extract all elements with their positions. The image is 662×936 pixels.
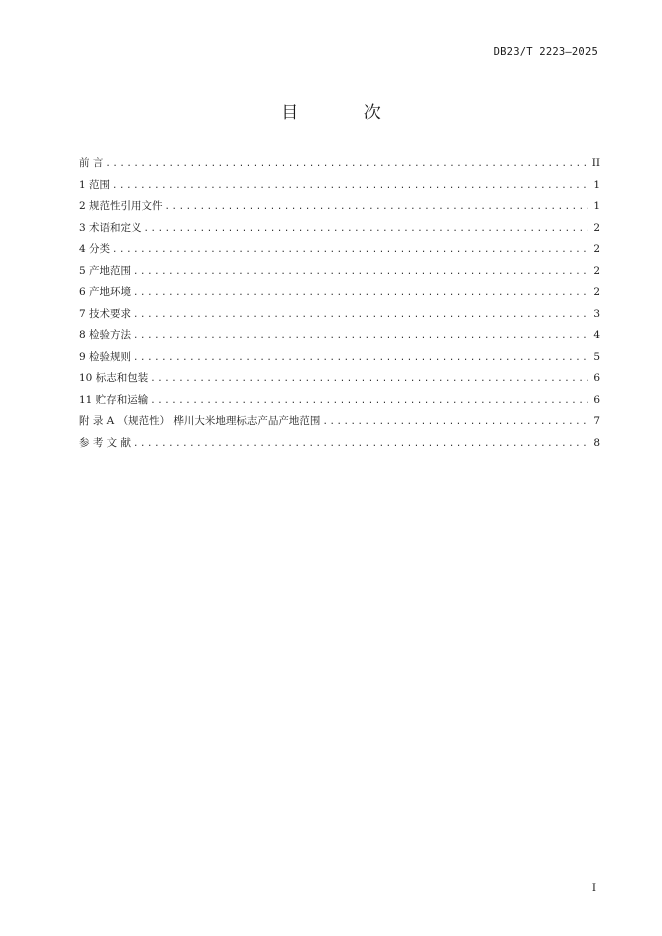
toc-dot-leader	[133, 326, 588, 348]
toc-entry-page: 6	[593, 393, 600, 406]
toc-entry-page: 1	[593, 178, 600, 191]
toc-entry-page: 4	[593, 329, 600, 341]
toc-entry-label: 5 产地范围	[79, 264, 132, 277]
toc-entry-label: 11 贮存和运输	[79, 393, 149, 406]
toc-dot-leader	[144, 219, 588, 241]
toc-dot-leader	[150, 369, 588, 391]
toc-entry-foreword[interactable]	[79, 153, 600, 175]
toc-dot-leader	[322, 412, 588, 434]
toc-entry-storage-transport[interactable]	[79, 390, 600, 412]
toc-entry-test-methods[interactable]	[79, 325, 600, 347]
toc-entry-page: II	[591, 157, 600, 169]
toc-entry-bibliography[interactable]	[79, 433, 600, 455]
toc-entry-page: 8	[593, 436, 600, 449]
toc-entry-label: 10 标志和包装	[79, 372, 149, 384]
toc-entry-normative-references[interactable]	[79, 196, 600, 218]
toc-entry-terms-definitions[interactable]	[79, 218, 600, 240]
toc-dot-leader	[133, 262, 588, 284]
toc-dot-leader	[165, 197, 588, 219]
page-number: I	[591, 882, 596, 894]
toc-entry-page: 2	[593, 221, 600, 234]
toc-entry-page: 5	[593, 350, 600, 363]
toc-entry-classification[interactable]	[79, 239, 600, 261]
document-code: DB23/T 2223—2025	[493, 46, 598, 58]
toc-dot-leader	[150, 391, 588, 413]
toc-entry-annex-a[interactable]	[79, 411, 600, 433]
toc-entry-label: 8 检验方法	[79, 329, 132, 341]
toc-entry-label: 3 术语和定义	[79, 221, 142, 234]
toc-dot-leader	[105, 154, 587, 176]
toc-entry-label: 2 规范性引用文件	[79, 200, 163, 212]
toc-dot-leader	[133, 283, 588, 305]
table-of-contents	[79, 153, 600, 454]
toc-entry-label: 附 录 A （规范性） 桦川大米地理标志产品产地范围	[79, 415, 321, 427]
toc-entry-page: 6	[593, 372, 600, 384]
toc-entry-label: 6 产地环境	[79, 286, 132, 298]
toc-entry-technical-requirements[interactable]	[79, 304, 600, 326]
toc-entry-label: 参 考 文 献	[79, 436, 132, 449]
toc-entry-page: 7	[593, 415, 600, 427]
toc-dot-leader	[133, 434, 588, 456]
toc-entry-page: 1	[593, 200, 600, 212]
toc-entry-page: 3	[593, 307, 600, 320]
toc-dot-leader	[133, 348, 588, 370]
toc-entry-page: 2	[593, 243, 600, 255]
toc-dot-leader	[133, 305, 588, 327]
toc-entry-page: 2	[593, 286, 600, 298]
toc-entry-label: 9 检验规则	[79, 350, 132, 363]
page-title: 目 次	[281, 103, 411, 123]
toc-entry-marking-packaging[interactable]	[79, 368, 600, 390]
toc-entry-inspection-rules[interactable]	[79, 347, 600, 369]
toc-entry-origin-environment[interactable]	[79, 282, 600, 304]
toc-entry-label: 前 言	[79, 157, 104, 169]
toc-entry-origin-area[interactable]	[79, 261, 600, 283]
toc-dot-leader	[112, 176, 588, 198]
toc-entry-label: 7 技术要求	[79, 307, 132, 320]
toc-dot-leader	[112, 240, 588, 262]
toc-entry-label: 4 分类	[79, 243, 111, 255]
toc-entry-scope[interactable]	[79, 175, 600, 197]
toc-entry-page: 2	[593, 264, 600, 277]
toc-entry-label: 1 范围	[79, 178, 111, 191]
